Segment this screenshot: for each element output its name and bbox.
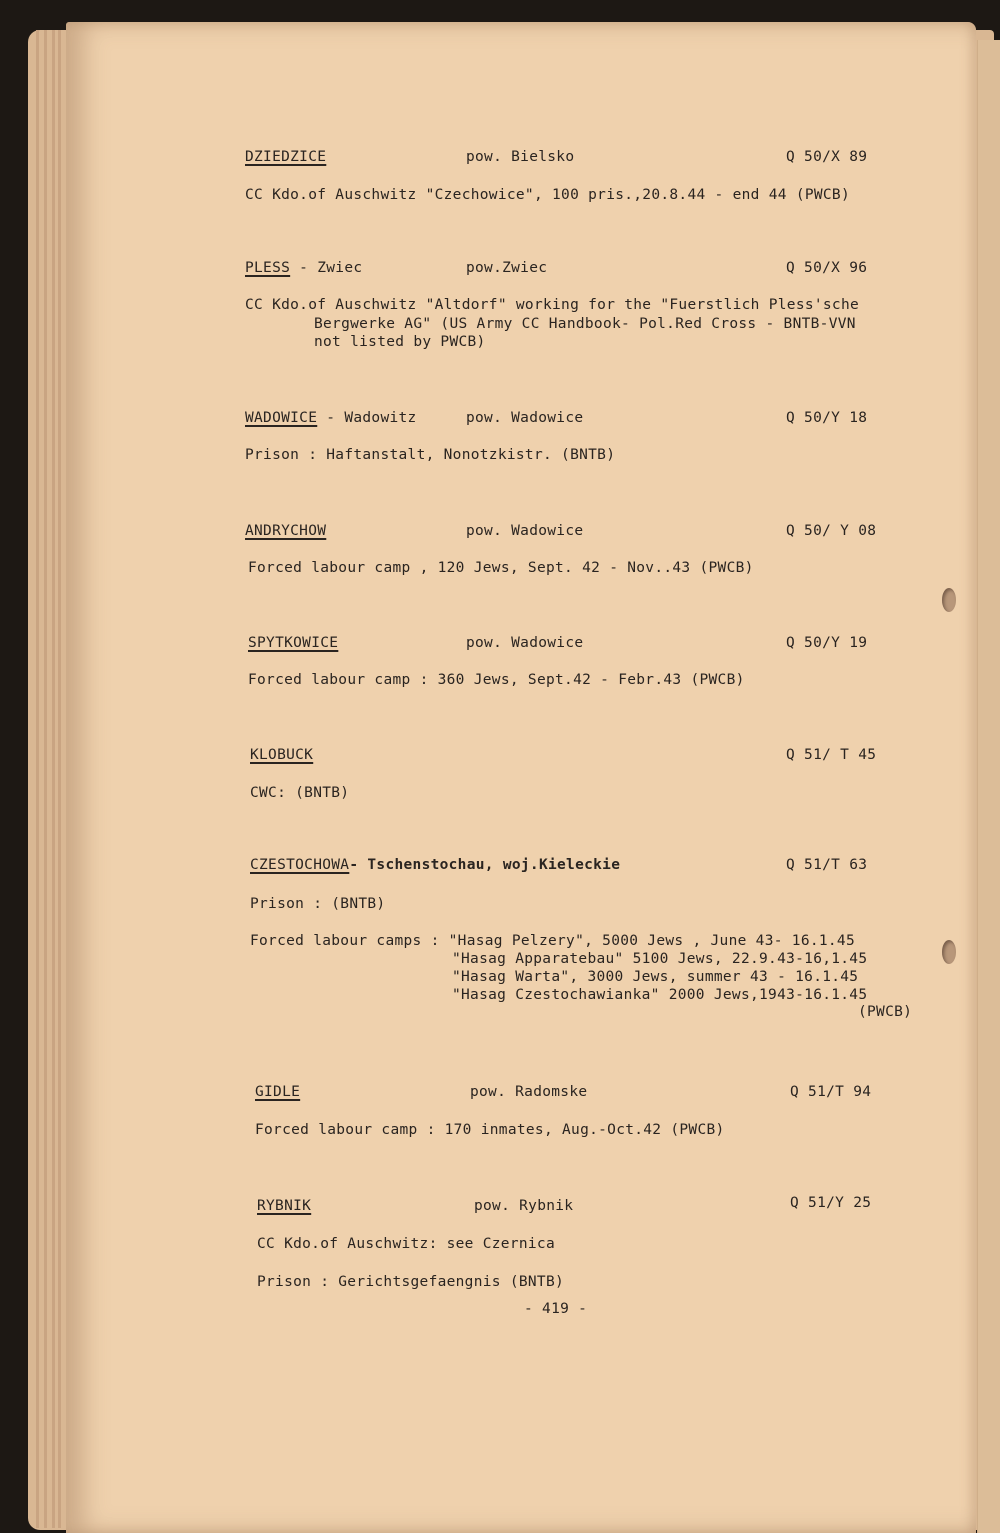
grid-reference: Q 50/Y 19 — [786, 635, 868, 651]
place-name: WADOWICE — [245, 410, 318, 426]
place-suffix: - Zwiec — [290, 260, 363, 276]
entry-line: "Hasag Warta", 3000 Jews, summer 43 - 16.1.45 — [452, 969, 859, 985]
grid-reference: Q 51/T 63 — [786, 857, 868, 873]
district: pow. Bielsko — [466, 149, 575, 165]
place-name: DZIEDZICE — [245, 149, 327, 165]
entry-line: Prison : (BNTB) — [250, 896, 386, 912]
district: pow. Wadowice — [466, 523, 584, 539]
place-name: SPYTKOWICE — [248, 635, 339, 651]
district: pow. Wadowice — [466, 635, 584, 651]
entry-line: CC Kdo.of Auschwitz: see Czernica — [257, 1236, 555, 1252]
entry-line: Forced labour camps : "Hasag Pelzery", 5000 Jews , June 43- 16.1.45 — [250, 933, 855, 949]
district: pow. Radomske — [470, 1084, 588, 1100]
district: pow. Rybnik — [474, 1198, 574, 1214]
place-heading — [250, 856, 620, 874]
entry-line: Forced labour camp : 170 inmates, Aug.-Oct.42 (PWCB) — [255, 1122, 725, 1138]
place-name: GIDLE — [255, 1084, 301, 1100]
entry-line: Prison : Gerichtsgefaengnis (BNTB) — [257, 1274, 565, 1290]
entry-line: Forced labour camp , 120 Jews, Sept. 42 - Nov..43 (PWCB) — [248, 560, 754, 576]
page-number: - 419 - — [524, 1301, 588, 1317]
place-suffix: - Wadowitz — [317, 410, 417, 426]
grid-reference: Q 50/Y 18 — [786, 410, 868, 426]
entry-line: Forced labour camp : 360 Jews, Sept.42 - Febr.43 (PWCB) — [248, 672, 745, 688]
grid-reference: Q 50/ Y 08 — [786, 523, 877, 539]
place-suffix: - Tschenstochau, woj.Kieleckie — [349, 857, 621, 873]
entry-line: CC Kdo.of Auschwitz "Czechowice", 100 pris.,20.8.44 - end 44 (PWCB) — [245, 187, 850, 203]
place-heading — [245, 409, 417, 427]
grid-reference: Q 51/ T 45 — [786, 747, 877, 763]
entry-line: Prison : Haftanstalt, Nonotzkistr. (BNTB) — [245, 447, 616, 463]
place-heading — [245, 259, 362, 277]
entry-line: CC Kdo.of Auschwitz "Altdorf" working for the "Fuerstlich Pless'sche — [245, 297, 860, 313]
grid-reference: Q 50/X 89 — [786, 149, 868, 165]
place-name: ANDRYCHOW — [245, 523, 327, 539]
grid-reference: Q 51/Y 25 — [790, 1195, 872, 1211]
place-name: KLOBUCK — [250, 747, 314, 763]
entry-line: Bergwerke AG" (US Army CC Handbook- Pol.Red Cross - BNTB-VVN — [314, 316, 856, 332]
place-name: RYBNIK — [257, 1198, 312, 1214]
district: pow. Wadowice — [466, 410, 584, 426]
place-name: PLESS — [245, 260, 291, 276]
grid-reference: Q 51/T 94 — [790, 1084, 872, 1100]
entry-line: "Hasag Apparatebau" 5100 Jews, 22.9.43-16,1.45 — [452, 951, 868, 967]
entry-line: not listed by PWCB) — [314, 334, 486, 350]
entry-line: (PWCB) — [858, 1004, 913, 1020]
district: pow.Zwiec — [466, 260, 548, 276]
entry-line: CWC: (BNTB) — [250, 785, 350, 801]
place-name: CZESTOCHOWA — [250, 857, 350, 873]
grid-reference: Q 50/X 96 — [786, 260, 868, 276]
entry-line: "Hasag Czestochawianka" 2000 Jews,1943-16.1.45 — [452, 987, 868, 1003]
